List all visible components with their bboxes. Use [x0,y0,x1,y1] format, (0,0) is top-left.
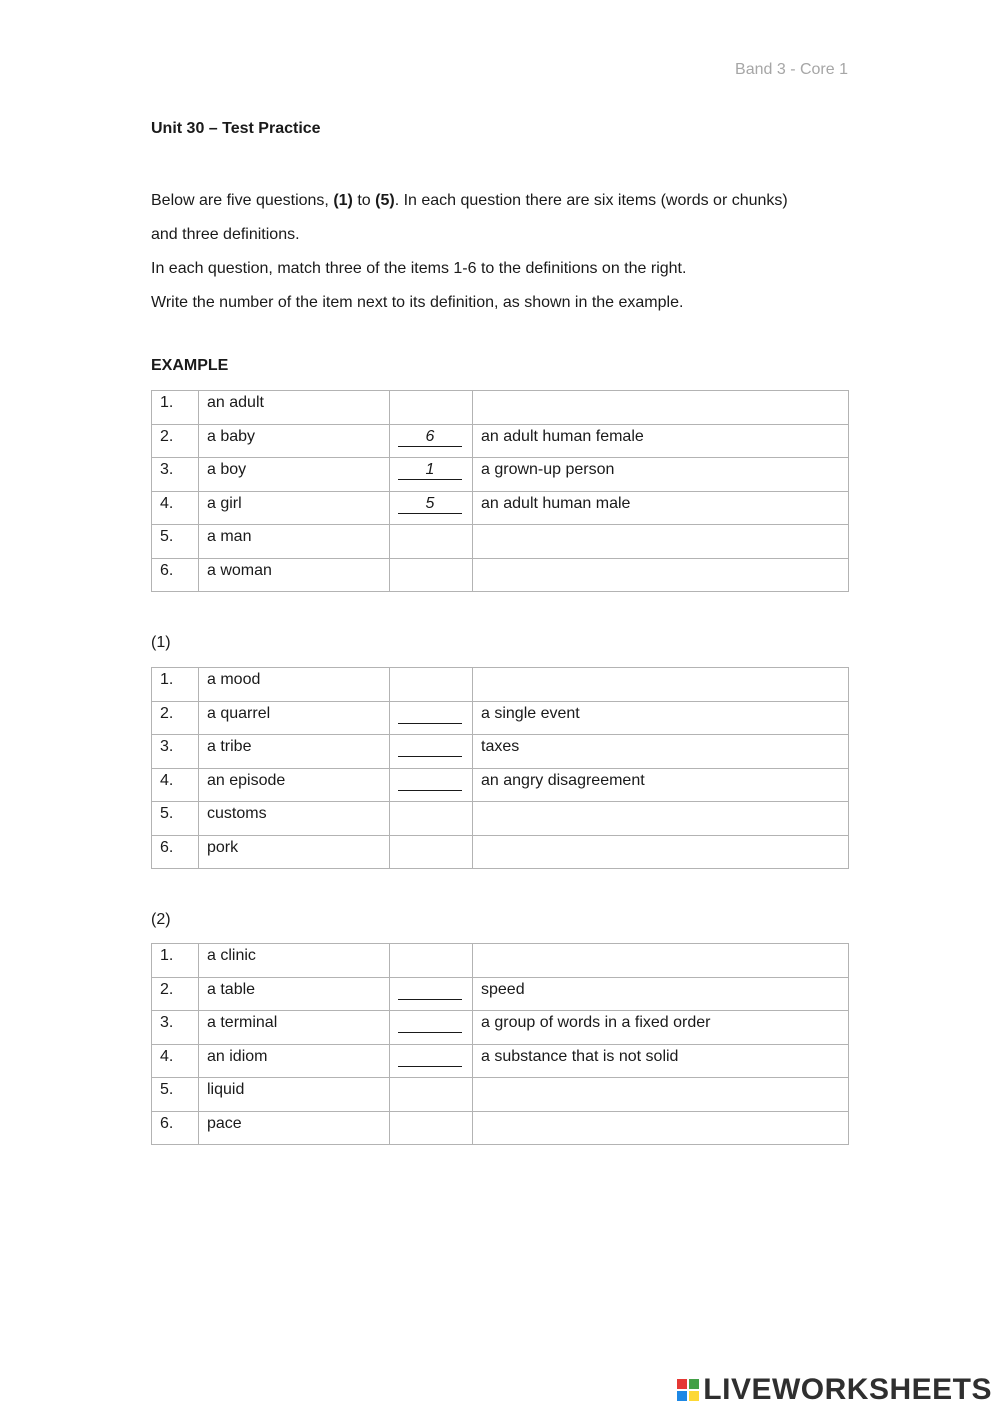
answer-cell [390,944,473,978]
question-2-label: (2) [151,911,171,928]
instructions [151,184,851,320]
row-definition [473,1078,849,1112]
row-definition [473,944,849,978]
answer-cell [390,735,473,769]
question-1-table [151,667,849,869]
question-1-label: (1) [151,634,171,651]
table-row [152,768,849,802]
table-row [152,525,849,559]
answer-input[interactable] [398,1014,462,1033]
row-item: an idiom [199,1044,390,1078]
row-item: an adult [199,391,390,425]
table-row [152,735,849,769]
row-item: an episode [199,768,390,802]
logo-square-red [677,1379,687,1389]
table-row [152,458,849,492]
row-definition [473,525,849,559]
row-number: 1. [152,668,199,702]
answer-cell [390,768,473,802]
row-number: 3. [152,735,199,769]
row-item: customs [199,802,390,836]
answer-input[interactable] [398,772,462,791]
row-item: pace [199,1111,390,1145]
answer-blank: 5 [398,495,462,514]
answer-blank: 1 [398,461,462,480]
table-row [152,668,849,702]
row-definition [473,558,849,592]
row-definition: a single event [473,701,849,735]
row-definition: a group of words in a fixed order [473,1011,849,1045]
answer-cell [390,835,473,869]
table-row [152,1111,849,1145]
instructions-line-1 [151,184,851,218]
answer-cell [390,701,473,735]
instr-text: to [352,192,376,209]
row-definition [473,391,849,425]
row-item: a clinic [199,944,390,978]
table-row [152,1011,849,1045]
answer-cell [390,1078,473,1112]
instructions-line-4: Write the number of the item next to its definition, as shown in the example. [151,294,684,311]
table-row [152,424,849,458]
answer-blank: 6 [398,428,462,447]
row-number: 1. [152,391,199,425]
row-number: 3. [152,458,199,492]
logo-square-green [689,1379,699,1389]
answer-cell [390,525,473,559]
answer-cell [390,802,473,836]
page-title: Unit 30 – Test Practice [151,120,321,137]
table-row [152,1078,849,1112]
row-number: 2. [152,424,199,458]
answer-input[interactable] [398,981,462,1000]
header-band: Band 3 - Core 1 [735,61,848,78]
row-number: 3. [152,1011,199,1045]
row-item: a boy [199,458,390,492]
instructions-line-3: In each question, match three of the items 1-6 to the definitions on the right. [151,260,687,277]
row-number: 5. [152,1078,199,1112]
logo-square-yellow [689,1391,699,1401]
instr-bold-1: (1) [333,192,353,209]
row-definition: a substance that is not solid [473,1044,849,1078]
row-item: a mood [199,668,390,702]
instructions-line-2: and three definitions. [151,226,300,243]
instr-bold-5: (5) [375,192,395,209]
row-number: 6. [152,1111,199,1145]
answer-input[interactable] [398,1048,462,1067]
row-item: a quarrel [199,701,390,735]
row-number: 4. [152,491,199,525]
row-item: a terminal [199,1011,390,1045]
row-number: 6. [152,558,199,592]
row-definition [473,835,849,869]
answer-cell [390,977,473,1011]
row-item: a girl [199,491,390,525]
instr-text: . In each question there are six items (words or chunks) [394,192,788,209]
row-number: 4. [152,768,199,802]
row-item: a man [199,525,390,559]
answer-cell [390,491,473,525]
row-item: a table [199,977,390,1011]
answer-cell [390,458,473,492]
liveworksheets-logo [677,1373,992,1407]
table-row [152,835,849,869]
answer-cell [390,1111,473,1145]
row-number: 4. [152,1044,199,1078]
row-number: 2. [152,977,199,1011]
row-definition [473,1111,849,1145]
answer-cell [390,391,473,425]
table-row [152,701,849,735]
answer-input[interactable] [398,705,462,724]
row-number: 5. [152,525,199,559]
row-number: 1. [152,944,199,978]
row-number: 2. [152,701,199,735]
table-row [152,491,849,525]
answer-cell [390,424,473,458]
row-item: a tribe [199,735,390,769]
row-definition [473,802,849,836]
instr-text: Below are five questions, [151,192,334,209]
row-number: 5. [152,802,199,836]
table-row [152,558,849,592]
answer-cell [390,1044,473,1078]
row-item: liquid [199,1078,390,1112]
logo-square-blue [677,1391,687,1401]
row-definition: speed [473,977,849,1011]
table-row [152,977,849,1011]
row-definition: taxes [473,735,849,769]
logo-mark-icon [677,1379,699,1401]
row-item: a baby [199,424,390,458]
answer-cell [390,668,473,702]
answer-cell [390,1011,473,1045]
row-definition [473,668,849,702]
question-2-table [151,943,849,1145]
answer-input[interactable] [398,738,462,757]
example-table [151,390,849,592]
row-definition: an adult human male [473,491,849,525]
row-item: pork [199,835,390,869]
row-definition: a grown-up person [473,458,849,492]
table-row [152,1044,849,1078]
row-item: a woman [199,558,390,592]
answer-cell [390,558,473,592]
table-row [152,391,849,425]
row-definition: an angry disagreement [473,768,849,802]
table-row [152,944,849,978]
logo-text: LIVEWORKSHEETS [703,1373,992,1406]
example-label: EXAMPLE [151,357,229,374]
row-number: 6. [152,835,199,869]
table-row [152,802,849,836]
row-definition: an adult human female [473,424,849,458]
